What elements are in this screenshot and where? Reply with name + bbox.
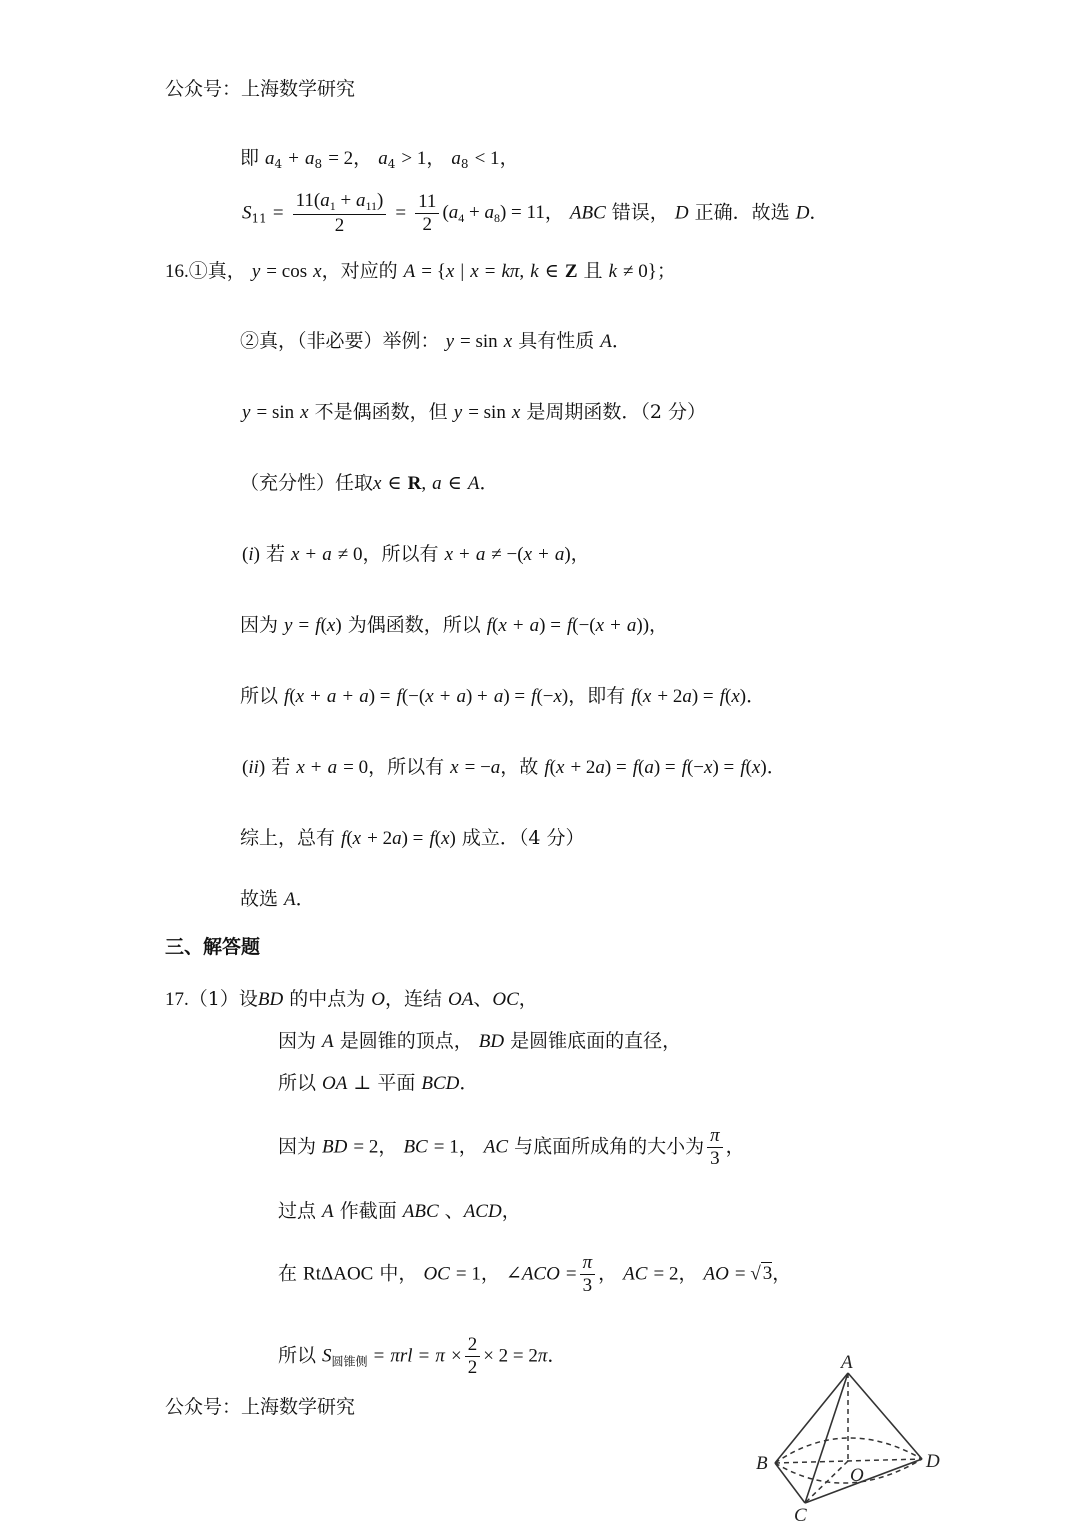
q16-line-1: 16.①真， y = cos x，对应的 A = {x | x = kπ, k ∈ Z 且 k ≠ 0}； (165, 260, 676, 282)
section-title: 三、解答题 (165, 936, 261, 958)
page-footer: 公众号：上海数学研究 (165, 1396, 356, 1418)
text-line-1: 即 $a_4 + a_8 = 2$， $a_4 > 1$， $a_8 < 1$， (240, 147, 519, 171)
text-line-2: $S_{11}$ = $\frac{11(a_1 + a_{11})}{2}$ = $\frac{11}{2}$ $(a_4 + a_8) = 11$， ABC 错误， D 正确．故选 D． (242, 190, 829, 236)
q16-line-5: (i) 若 x + a ≠ 0，所以有 x + a ≠ −(x + a)， (242, 543, 590, 565)
q16-line-4: （充分性）任取x ∈ R, a ∈ A． (240, 472, 499, 494)
q17-line-7: 所以 $S_{圆锥侧} = \pi rl = \pi$ × $\frac{2}{2}$ × 2 = 2π． (278, 1334, 567, 1378)
q17-line-3: 所以 OA ⊥ 平面 BCD． (278, 1072, 479, 1094)
q17-line-4: 因为 BD = 2， BC = 1， AC 与底面所成角的大小为 $\frac{\pi}{3}$ ， (278, 1125, 745, 1169)
q17-line-6: 在 RtΔAOC 中， OC = 1， ∠ACO = $\frac{\pi}{3}$ ， AC = 2， AO = √ 3， (278, 1252, 792, 1296)
q16-line-7: 所以 f(x + a + a) = f(−(x + a) + a) = f(−x)，即有 f(x + 2a) = f(x)． (240, 685, 766, 707)
vertex-label-b: B (756, 1453, 768, 1474)
q17-line-5: 过点 A 作截面 ABC 、ACD， (278, 1200, 521, 1222)
q17-line-2: 因为 A 是圆锥的顶点， BD 是圆锥底面的直径， (278, 1030, 682, 1052)
vertex-label-d: D (926, 1451, 940, 1472)
q17-line-1: 17.（1）设BD 的中点为 O，连结 OA、OC， (165, 988, 538, 1010)
q16-line-3: y = sin x 不是偶函数，但 y = sin x 是周期函数．（2 分） (242, 401, 706, 423)
vertex-label-o: O (850, 1465, 864, 1486)
q16-line-10: 故选 A． (240, 888, 315, 910)
cone-figure (750, 1355, 950, 1525)
q16-line-8: (ii) 若 x + a = 0，所以有 x = −a，故 f(x + 2a) = f(a) = f(−x) = f(x)． (242, 756, 786, 778)
page-header: 公众号：上海数学研究 (165, 78, 356, 100)
q16-line-9: 综上，总有 f(x + 2a) = f(x) 成立．（4 分） (240, 827, 585, 849)
vertex-label-c: C (794, 1505, 807, 1525)
q16-line-6: 因为 y = f(x) 为偶函数，所以 f(x + a) = f(−(x + a))， (240, 614, 669, 636)
vertex-label-a: A (841, 1355, 853, 1373)
q16-line-2: ②真，（非必要）举例： y = sin x 具有性质 A． (240, 330, 631, 352)
